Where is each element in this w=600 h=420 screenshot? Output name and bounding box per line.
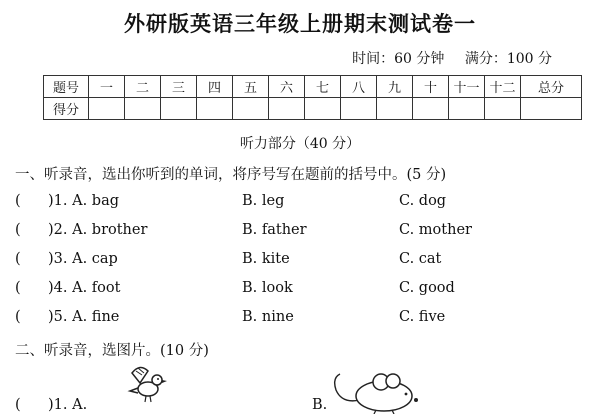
score-cell[interactable]: [485, 98, 521, 120]
score-cell[interactable]: [305, 98, 341, 120]
item-option-a: )2. A. brother: [48, 222, 148, 238]
item-option-a: )1. A.: [48, 397, 88, 413]
answer-paren[interactable]: (: [15, 309, 21, 325]
question-1-item: [15, 251, 595, 273]
score-table-header: 十: [413, 76, 449, 98]
score-cell[interactable]: [197, 98, 233, 120]
score-cell-total[interactable]: [521, 98, 582, 120]
score-table-header: 二: [125, 76, 161, 98]
question-1-item: [15, 222, 595, 244]
answer-paren[interactable]: (: [15, 280, 21, 296]
answer-paren[interactable]: (: [15, 222, 21, 238]
score-table-total-header: 总分: [521, 76, 582, 98]
question-1-item: [15, 309, 595, 331]
item-option-a: )4. A. foot: [48, 280, 121, 296]
page-title: 外研版英语三年级上册期末测试卷一: [124, 11, 476, 36]
score-cell[interactable]: [269, 98, 305, 120]
item-option-a: )1. A. bag: [48, 193, 119, 209]
item-option-a: )5. A. fine: [48, 309, 120, 325]
score-cell[interactable]: [89, 98, 125, 120]
score-table-header: 八: [341, 76, 377, 98]
score-table-header: 九: [377, 76, 413, 98]
score-cell[interactable]: [125, 98, 161, 120]
question-2-heading: 二、听录音，选图片。(10 分): [15, 343, 209, 359]
score-table-header: 十二: [485, 76, 521, 98]
score-cell[interactable]: [377, 98, 413, 120]
score-cell[interactable]: [233, 98, 269, 120]
question-1-heading: 一、听录音，选出你听到的单词，将序号写在题前的括号中。(5 分): [15, 167, 447, 183]
item-option-c: C. five: [399, 309, 446, 325]
score-table-row-label: 题号: [44, 76, 89, 98]
score-table: [43, 75, 582, 120]
item-option-c: C. good: [399, 280, 455, 296]
question-2-item: [15, 397, 595, 419]
score-cell[interactable]: [413, 98, 449, 120]
answer-paren[interactable]: (: [15, 397, 21, 413]
score-table-header: 三: [161, 76, 197, 98]
item-option-a: )3. A. cap: [48, 251, 118, 267]
item-option-b: B. father: [242, 222, 307, 238]
exam-meta: [336, 48, 552, 68]
score-cell[interactable]: [449, 98, 485, 120]
listening-section-title: 听力部分（40 分）: [239, 136, 361, 152]
score-table-row-label: 得分: [44, 98, 89, 120]
score-table-header: 六: [269, 76, 305, 98]
item-option-b: B. look: [242, 280, 293, 296]
answer-paren[interactable]: (: [15, 251, 21, 267]
item-option-b: B. leg: [242, 193, 285, 209]
score-table-header: 五: [233, 76, 269, 98]
item-option-b: B.: [312, 397, 328, 413]
score-cell[interactable]: [161, 98, 197, 120]
score-table-header-row: [44, 76, 582, 98]
item-option-c: C. cat: [399, 251, 442, 267]
item-option-b: B. kite: [242, 251, 290, 267]
score-cell[interactable]: [341, 98, 377, 120]
score-table-header: 七: [305, 76, 341, 98]
item-option-c: C. mother: [399, 222, 472, 238]
answer-paren[interactable]: (: [15, 193, 21, 209]
question-1-item: [15, 193, 595, 215]
item-option-b: B. nine: [242, 309, 294, 325]
score-table-header: 十一: [449, 76, 485, 98]
score-table-score-row: [44, 98, 582, 120]
full-score: 满分：100 分: [464, 51, 552, 67]
question-1-item: [15, 280, 595, 302]
score-table-header: 四: [197, 76, 233, 98]
time-limit: 时间：60 分钟: [352, 51, 445, 67]
item-option-c: C. dog: [399, 193, 447, 209]
score-table-header: 一: [89, 76, 125, 98]
